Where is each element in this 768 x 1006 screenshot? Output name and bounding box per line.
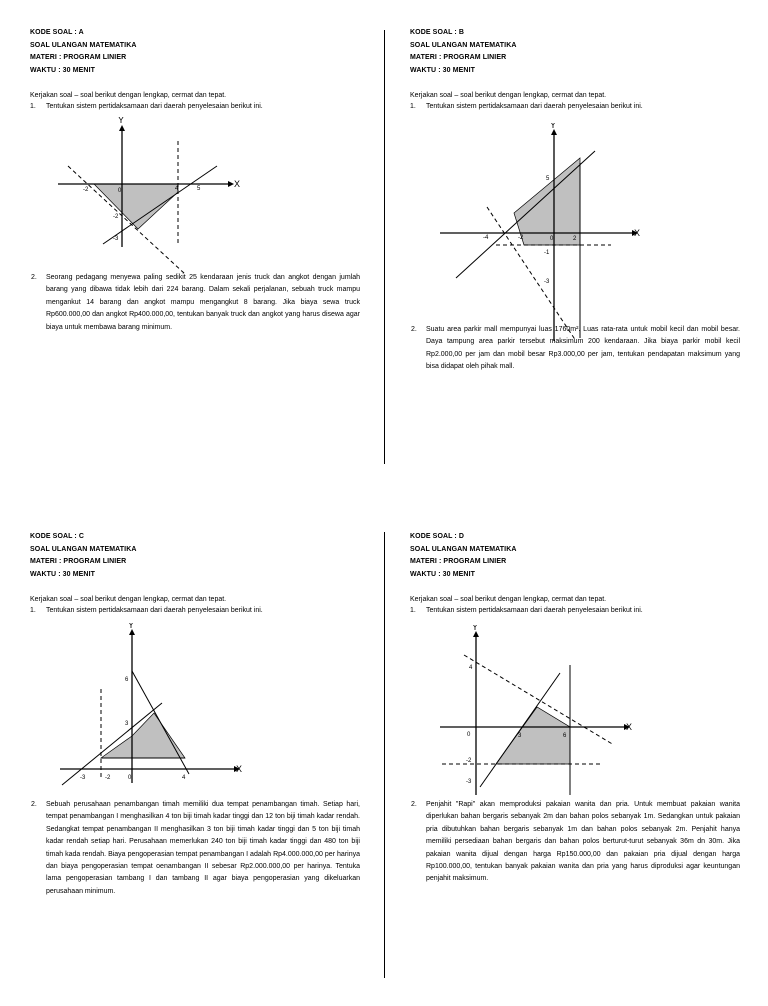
exam-topic: MATERI : PROGRAM LINIER — [410, 558, 507, 565]
exam-topic: MATERI : PROGRAM LINIER — [30, 54, 127, 61]
question-2-text: Penjahit "Rapi" akan memproduksi pakaian wanita dan pria. Untuk membuat pakaian wanita diperlukan bahan bergaris sebanyak 2m dan bahan polos sebanyak 1m. Sedangkan untuk pakaian pria dibutuhkan bahan bergaris sebanyak 1m dan bahan polos sebanyak 2m. Penjahit hanya memiliki persediaan bahan bergaris dan bahan polos berturut-turut sebanyak 36m dn 30m. Jika pakaian wanita dijual dengan harga Rp150.000,00 dan pakaian pria dijual dengan harga Rp100.000,00, tentukan banyak pakaian wanita dan pria yang harus diproduksi agar keuntungan penjahit maksimum. — [426, 801, 740, 883]
tick-label: 6 — [125, 677, 129, 683]
tick-label: 0 — [467, 732, 471, 738]
tick-label: 0 — [128, 775, 132, 781]
tick-label: 4 — [469, 665, 473, 671]
instructions: Kerjakan soal – soal berikut dengan lengkap, cermat dan tepat. — [410, 596, 607, 603]
tick-label: -2 — [113, 214, 119, 220]
exam-title: SOAL ULANGAN MATEMATIKA — [30, 41, 137, 49]
question-1-number: 1. — [410, 103, 416, 110]
question-2-text: Suatu area parkir mall mempunyai luas 1760m². Luas rata-rata untuk mobil kecil dan mobil besar. Daya tampung area parkir tersebut maksimum 200 kendaraan. Jika biaya parkir mobil kecil Rp2.000,00 per jam dan mobil besar Rp3.000,00 per jam, tentukan pendapatan maksimum yang bisa didapat oleh pihak mall. — [426, 326, 740, 371]
question-1 — [410, 101, 750, 112]
question-2-number: 2. — [411, 801, 417, 808]
y-axis-label: Y — [472, 625, 479, 632]
sheet-d — [410, 531, 750, 883]
y-axis-label: Y — [128, 623, 135, 630]
y-axis-arrow — [119, 125, 125, 131]
feasible-region — [94, 184, 178, 229]
question-1 — [30, 101, 370, 112]
tick-label: -1 — [544, 250, 550, 256]
x-axis-label: X — [626, 722, 633, 732]
exam-code: KODE SOAL : B — [410, 29, 465, 36]
question-1 — [410, 605, 750, 616]
y-axis-label: Y — [118, 117, 125, 125]
feasible-region — [101, 713, 185, 758]
instructions: Kerjakan soal – soal berikut dengan lengkap, cermat dan tepat. — [30, 92, 227, 99]
graph-c — [50, 623, 260, 793]
question-1-text: Tentukan sistem pertidaksamaan dari daerah penyelesaian berikut ini. — [46, 103, 263, 110]
exam-duration: WAKTU : 30 MENIT — [30, 66, 95, 74]
tick-label: -3 — [466, 779, 472, 785]
tick-label: -3 — [113, 236, 119, 242]
graph-d — [432, 625, 642, 800]
tick-label: 4 — [175, 186, 179, 192]
tick-label: -3 — [544, 279, 550, 285]
exam-duration: WAKTU : 30 MENIT — [30, 570, 95, 578]
question-2 — [31, 799, 360, 898]
x-axis-label: X — [634, 228, 641, 238]
tick-label: 5 — [546, 176, 550, 182]
x-axis-label: X — [236, 764, 243, 774]
tick-label: -2 — [83, 187, 89, 193]
boundary-line-solid-steep — [132, 671, 189, 774]
question-2 — [411, 324, 740, 374]
graph-b — [436, 123, 646, 348]
boundary-line-dashed-diagonal — [68, 166, 185, 274]
question-2-number: 2. — [31, 274, 37, 281]
column-divider-bottom — [384, 532, 385, 978]
tick-label: 5 — [197, 186, 201, 192]
tick-label: -3 — [80, 775, 86, 781]
exam-topic: MATERI : PROGRAM LINIER — [410, 54, 507, 61]
tick-label: -2 — [518, 235, 524, 241]
sheet-a — [30, 27, 370, 331]
question-2-number: 2. — [411, 326, 417, 333]
exam-duration: WAKTU : 30 MENIT — [410, 66, 475, 74]
question-2-number: 2. — [31, 801, 37, 808]
tick-label: 0 — [550, 236, 554, 242]
tick-label: 3 — [125, 721, 129, 727]
question-1-text: Tentukan sistem pertidaksamaan dari daerah penyelesaian berikut ini. — [46, 607, 263, 614]
exam-title: SOAL ULANGAN MATEMATIKA — [30, 545, 137, 553]
question-2-text: Seorang pedagang menyewa paling sedikit 25 kendaraan jenis truck dan angkot dengan jumlah barang yang dibawa tidak lebih dari 224 barang. Dalam sekali perjalanan, sebuah truck mampu mengankut 14 barang dan angkot mampu mengangkut 8 barang. Jika biaya sewa truck Rp600.000,00 dan angkot Rp400.000,00, tentukan banyak truck dan angkot yang harus disewa agar biaya untuk membawa barang minimum. — [46, 274, 360, 331]
question-2 — [31, 272, 360, 334]
question-1 — [30, 605, 370, 616]
tick-label: -2 — [105, 775, 111, 781]
tick-label: 0 — [118, 188, 122, 194]
instructions: Kerjakan soal – soal berikut dengan lengkap, cermat dan tepat. — [410, 92, 607, 99]
question-1-number: 1. — [30, 103, 36, 110]
graph-a — [50, 117, 280, 277]
sheet-b — [410, 27, 750, 371]
question-2-text: Sebuah perusahaan penambangan timah memiliki dua tempat penambangan timah. Setiap hari, tempat penambangan I menghasilkan 4 ton biji timah kadar tinggi dan 12 ton biji timah kadar rendah. Sedangkat tempat penambangan II menghasilkan 3 ton biji timah kadar tinggi dan 5 ton biji timah kadar rendah setiap hari. Perusahaan memerlukan 240 ton biji timah kadar tinggi dan 480 ton biji timah kada rendah. Biaya pengoperasian tempat penambangan I adalah Rp4.000.000,00 per harinya dan biaya pengoperasian tempat oenambangan II sebesar Rp2.000.000,00 per harinya. Tentuka lama pengoperasian tambang I dan tambang II agar biaya pengoperasian yang dikeluarkan perusahaan minimum. — [46, 801, 360, 895]
column-divider-top — [384, 30, 385, 464]
exam-code: KODE SOAL : A — [30, 29, 84, 36]
exam-topic: MATERI : PROGRAM LINIER — [30, 558, 127, 565]
instructions: Kerjakan soal – soal berikut dengan lengkap, cermat dan tepat. — [30, 596, 227, 603]
y-axis-label: Y — [550, 123, 557, 130]
tick-label: 3 — [518, 733, 522, 739]
feasible-region — [514, 158, 580, 245]
question-1-number: 1. — [30, 607, 36, 614]
question-1-text: Tentukan sistem pertidaksamaan dari daerah penyelesaian berikut ini. — [426, 103, 643, 110]
tick-label: -4 — [483, 235, 489, 241]
x-axis-label: X — [234, 179, 241, 189]
tick-label: 4 — [182, 775, 186, 781]
feasible-region — [496, 707, 570, 764]
question-2 — [411, 799, 740, 886]
tick-label: -2 — [466, 758, 472, 764]
exam-code: KODE SOAL : D — [410, 533, 465, 540]
exam-title: SOAL ULANGAN MATEMATIKA — [410, 41, 517, 49]
question-1-text: Tentukan sistem pertidaksamaan dari daerah penyelesaian berikut ini. — [426, 607, 643, 614]
sheet-c — [30, 531, 370, 895]
tick-label: 2 — [573, 236, 577, 242]
tick-label: 6 — [563, 733, 567, 739]
exam-duration: WAKTU : 30 MENIT — [410, 570, 475, 578]
exam-title: SOAL ULANGAN MATEMATIKA — [410, 545, 517, 553]
question-1-number: 1. — [410, 607, 416, 614]
exam-code: KODE SOAL : C — [30, 533, 85, 540]
